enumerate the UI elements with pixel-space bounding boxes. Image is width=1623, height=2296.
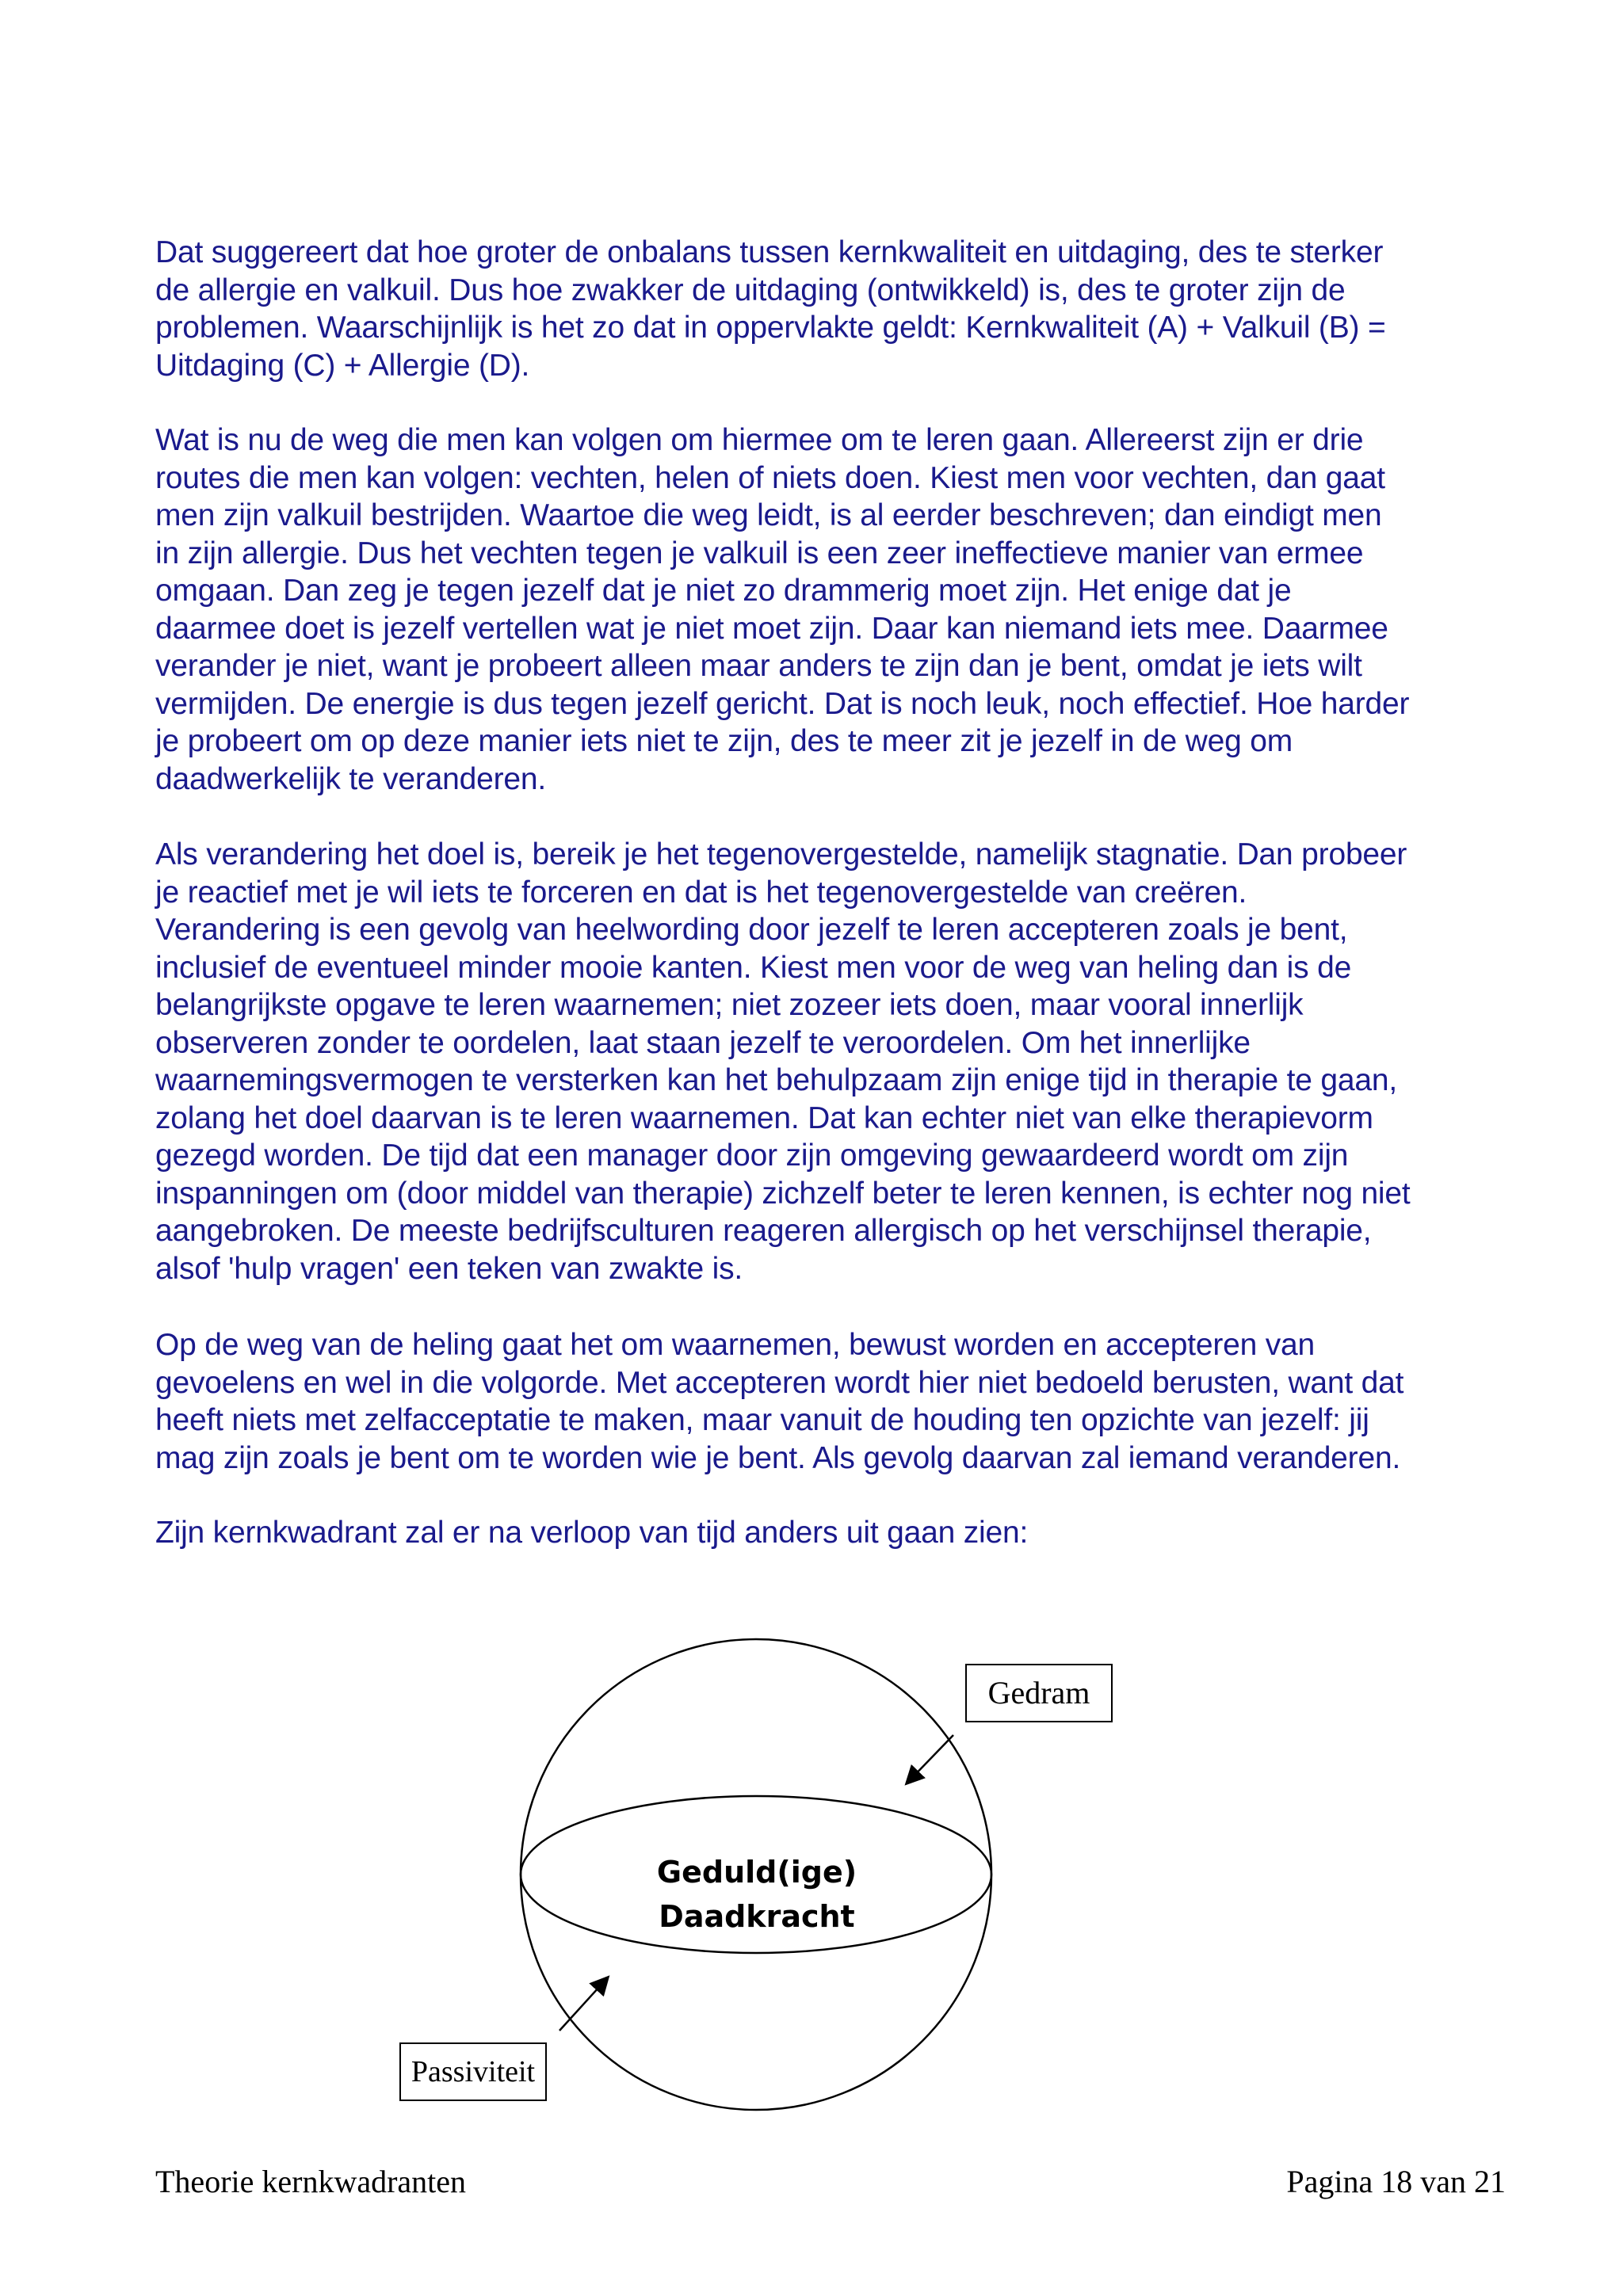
text-line: aangebroken. De meeste bedrijfsculturen reageren allergisch op het verschijnsel therapie,: [155, 1214, 1372, 1248]
center-line-2: Daadkracht: [659, 1899, 855, 1934]
gedram-label-box: [965, 1664, 1113, 1722]
text-line: Dat suggereert dat hoe groter de onbalans tussen kernkwaliteit en uitdaging, des te sterker: [155, 235, 1384, 269]
footer-title: Theorie kernkwadranten: [155, 2164, 467, 2199]
text-line: gevoelens en wel in die volgorde. Met accepteren wordt hier niet bedoeld berusten, want dat: [155, 1365, 1404, 1400]
text-line: inclusief de eventueel minder mooie kanten. Kiest men voor de weg van heling dan is de: [155, 950, 1352, 985]
diagram-center-text: [626, 1850, 888, 1939]
text-line: vermijden. De energie is dus tegen jezelf gericht. Dat is noch leuk, noch effectief. Hoe harder: [155, 686, 1410, 721]
text-line: de allergie en valkuil. Dus hoe zwakker de uitdaging (ontwikkeld) is, des te groter zijn de: [155, 273, 1346, 307]
text-line: waarnemingsvermogen te versterken kan het behulpzaam zijn enige tijd in therapie te gaan,: [155, 1063, 1397, 1097]
text-line: alsof 'hulp vragen' een teken van zwakte is.: [155, 1251, 743, 1286]
paragraph-4: [155, 1326, 1518, 1477]
text-line: daarmee doet is jezelf vertellen wat je niet moet zijn. Daar kan niemand iets mee. Daarmee: [155, 611, 1388, 646]
text-line: belangrijkste opgave te leren waarnemen; niet zozeer iets doen, maar vooral innerlijk: [155, 988, 1304, 1022]
text-line: Wat is nu de weg die men kan volgen om hiermee om te leren gaan. Allereerst zijn er drie: [155, 423, 1364, 457]
text-line: in zijn allergie. Dus het vechten tegen je valkuil is een zeer ineffectieve manier van ermee: [155, 536, 1364, 570]
text-line: je probeert om op deze manier iets niet te zijn, des te meer zit je jezelf in de weg om: [155, 724, 1293, 758]
text-line: je reactief met je wil iets te forceren en dat is het tegenovergestelde van creëren.: [155, 875, 1247, 910]
text-line: daadwerkelijk te veranderen.: [155, 761, 547, 796]
passiviteit-label-box: [399, 2042, 547, 2101]
text-line: heeft niets met zelfacceptatie te maken, maar vanuit de houding ten opzichte van jezelf: jij: [155, 1403, 1369, 1437]
paragraph-1: [155, 234, 1518, 384]
passiviteit-label: Passiviteit: [411, 2055, 536, 2088]
text-line: problemen. Waarschijnlijk is het zo dat in oppervlakte geldt: Kernkwaliteit (A) + Valkuil (B) =: [155, 311, 1386, 345]
passiviteit-arrow: [559, 1978, 607, 2031]
paragraph-2: [155, 421, 1518, 798]
text-line: men zijn valkuil bestrijden. Waartoe die weg leidt, is al eerder beschreven; dan eindigt men: [155, 498, 1382, 532]
text-line: inspanningen om (door middel van therapie) zichzelf beter te leren kennen, is echter nog niet: [155, 1176, 1411, 1211]
text-line: Als verandering het doel is, bereik je het tegenovergestelde, namelijk stagnatie. Dan probeer: [155, 837, 1407, 871]
text-line: Zijn kernkwadrant zal er na verloop van tijd anders uit gaan zien:: [155, 1516, 1029, 1550]
footer-page-number: Pagina 18 van 21: [1286, 2164, 1506, 2199]
text-line: Verandering is een gevolg van heelwording door jezelf te leren accepteren zoals je bent,: [155, 913, 1348, 947]
text-line: Op de weg van de heling gaat het om waarnemen, bewust worden en accepteren van: [155, 1328, 1316, 1362]
center-line-1: Geduld(ige): [656, 1855, 857, 1890]
text-line: mag zijn zoals je bent om te worden wie je bent. Als gevolg daarvan zal iemand veranderen.: [155, 1440, 1401, 1475]
paragraph-5: [155, 1514, 1518, 1552]
text-line: omgaan. Dan zeg je tegen jezelf dat je niet zo drammerig moet zijn. Het enige dat je: [155, 574, 1292, 608]
text-line: observeren zonder te oordelen, laat staan jezelf te veroordelen. Om het innerlijke: [155, 1025, 1251, 1060]
paragraph-3: [155, 836, 1518, 1287]
text-line: routes die men kan volgen: vechten, helen of niets doen. Kiest men voor vechten, dan gaat: [155, 460, 1385, 495]
gedram-arrow: [907, 1735, 953, 1783]
gedram-label: Gedram: [987, 1675, 1090, 1711]
text-line: verander je niet, want je probeert alleen maar anders te zijn dan je bent, omdat je iets wilt: [155, 649, 1362, 683]
text-line: zolang het doel daarvan is te leren waarnemen. Dat kan echter niet van elke therapievorm: [155, 1100, 1373, 1135]
text-line: Uitdaging (C) + Allergie (D).: [155, 348, 530, 383]
text-line: gezegd worden. De tijd dat een manager door zijn omgeving gewaardeerd wordt om zijn: [155, 1138, 1349, 1173]
